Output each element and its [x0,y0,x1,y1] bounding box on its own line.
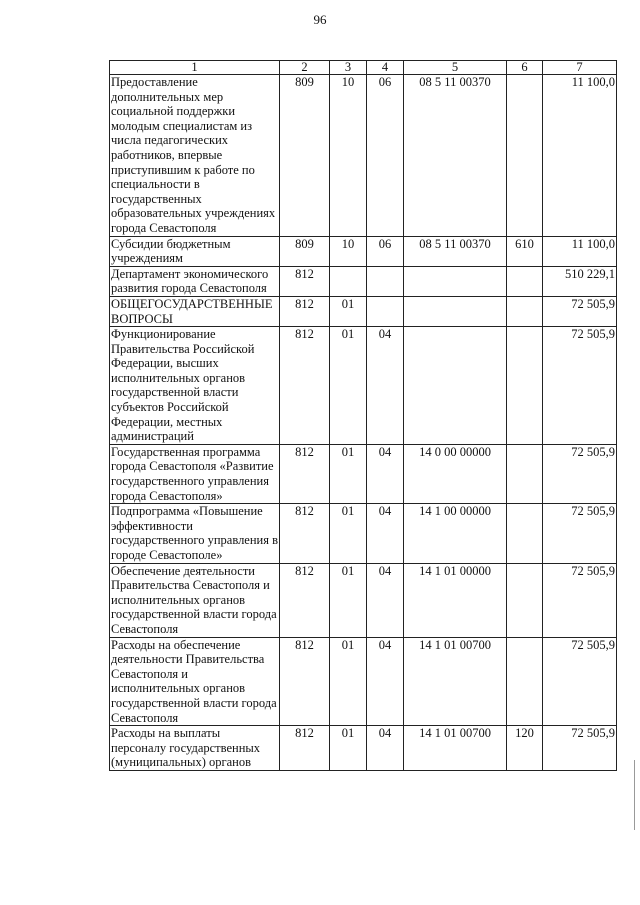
table-row [110,726,617,771]
header-cell: 4 [367,61,404,75]
row-target-article: 14 1 00 00000 [404,504,507,563]
row-section-code: 10 [330,75,367,237]
row-subsection-code: 04 [367,444,404,503]
row-ministry-code: 812 [280,637,330,726]
row-subsection-code [367,296,404,326]
row-sum: 72 505,9 [543,504,617,563]
row-target-article: 14 1 01 00000 [404,563,507,637]
row-ministry-code: 812 [280,296,330,326]
table-row [110,327,617,445]
margin-scan-mark [634,760,635,830]
row-target-article: 08 5 11 00370 [404,236,507,266]
row-section-code [330,266,367,296]
row-subsection-code: 04 [367,327,404,445]
row-sum: 72 505,9 [543,563,617,637]
row-subsection-code: 04 [367,504,404,563]
row-name: Расходы на обеспечение деятельности Правительства Севастополя и исполнительных органов государственной власти города Севастополя [110,637,280,726]
row-ministry-code: 812 [280,327,330,445]
table-row [110,75,617,237]
row-sum: 72 505,9 [543,637,617,726]
row-section-code: 01 [330,637,367,726]
row-section-code: 01 [330,444,367,503]
row-expense-type: 120 [507,726,543,771]
row-ministry-code: 812 [280,444,330,503]
row-section-code: 01 [330,563,367,637]
row-target-article [404,327,507,445]
row-target-article [404,296,507,326]
row-ministry-code: 809 [280,236,330,266]
row-ministry-code: 812 [280,504,330,563]
table-row [110,563,617,637]
row-expense-type [507,504,543,563]
row-name: ОБЩЕГОСУДАРСТВЕННЫЕ ВОПРОСЫ [110,296,280,326]
row-name: Функционирование Правительства Российской Федерации, высших исполнительных органов государственной власти субъектов Российской Федерации, местных администраций [110,327,280,445]
header-cell: 6 [507,61,543,75]
header-row [110,61,617,75]
row-section-code: 10 [330,236,367,266]
table-row [110,236,617,266]
row-section-code: 01 [330,327,367,445]
header-cell: 2 [280,61,330,75]
row-target-article: 08 5 11 00370 [404,75,507,237]
row-target-article: 14 1 01 00700 [404,726,507,771]
row-section-code: 01 [330,504,367,563]
row-expense-type [507,75,543,237]
row-expense-type [507,563,543,637]
row-sum: 72 505,9 [543,296,617,326]
row-sum: 72 505,9 [543,444,617,503]
row-sum: 72 505,9 [543,327,617,445]
header-cell: 5 [404,61,507,75]
row-subsection-code: 06 [367,236,404,266]
row-sum: 510 229,1 [543,266,617,296]
header-cell: 3 [330,61,367,75]
row-expense-type [507,327,543,445]
table-row [110,444,617,503]
row-sum: 11 100,0 [543,75,617,237]
row-target-article: 14 1 01 00700 [404,637,507,726]
row-name: Расходы на выплаты персоналу государственных (муниципальных) органов [110,726,280,771]
row-name: Государственная программа города Севастополя «Развитие государственного управления города Севастополя» [110,444,280,503]
row-ministry-code: 809 [280,75,330,237]
row-target-article [404,266,507,296]
row-expense-type [507,444,543,503]
table-row [110,504,617,563]
row-section-code: 01 [330,726,367,771]
row-section-code: 01 [330,296,367,326]
header-cell: 7 [543,61,617,75]
row-subsection-code: 06 [367,75,404,237]
row-expense-type [507,266,543,296]
row-ministry-code: 812 [280,726,330,771]
row-sum: 11 100,0 [543,236,617,266]
table-row [110,266,617,296]
row-subsection-code: 04 [367,637,404,726]
page-number: 96 [313,12,327,27]
row-sum: 72 505,9 [543,726,617,771]
row-ministry-code: 812 [280,563,330,637]
row-name: Обеспечение деятельности Правительства Севастополя и исполнительных органов государственной власти города Севастополя [110,563,280,637]
row-name: Департамент экономического развития города Севастополя [110,266,280,296]
row-subsection-code: 04 [367,726,404,771]
budget-table [109,60,617,771]
row-expense-type: 610 [507,236,543,266]
table-row [110,637,617,726]
row-target-article: 14 0 00 00000 [404,444,507,503]
row-expense-type [507,296,543,326]
row-subsection-code [367,266,404,296]
row-name: Предоставление дополнительных мер социальной поддержки молодым специалистам из числа педагогических работников, впервые приступившим к работе по специальности в государственных образовательных учреждениях города Севастополя [110,75,280,237]
table-row [110,296,617,326]
row-expense-type [507,637,543,726]
header-cell: 1 [110,61,280,75]
row-ministry-code: 812 [280,266,330,296]
row-subsection-code: 04 [367,563,404,637]
row-name: Подпрограмма «Повышение эффективности государственного управления в городе Севастополе» [111,504,279,562]
row-name: Субсидии бюджетным учреждениям [110,236,280,266]
